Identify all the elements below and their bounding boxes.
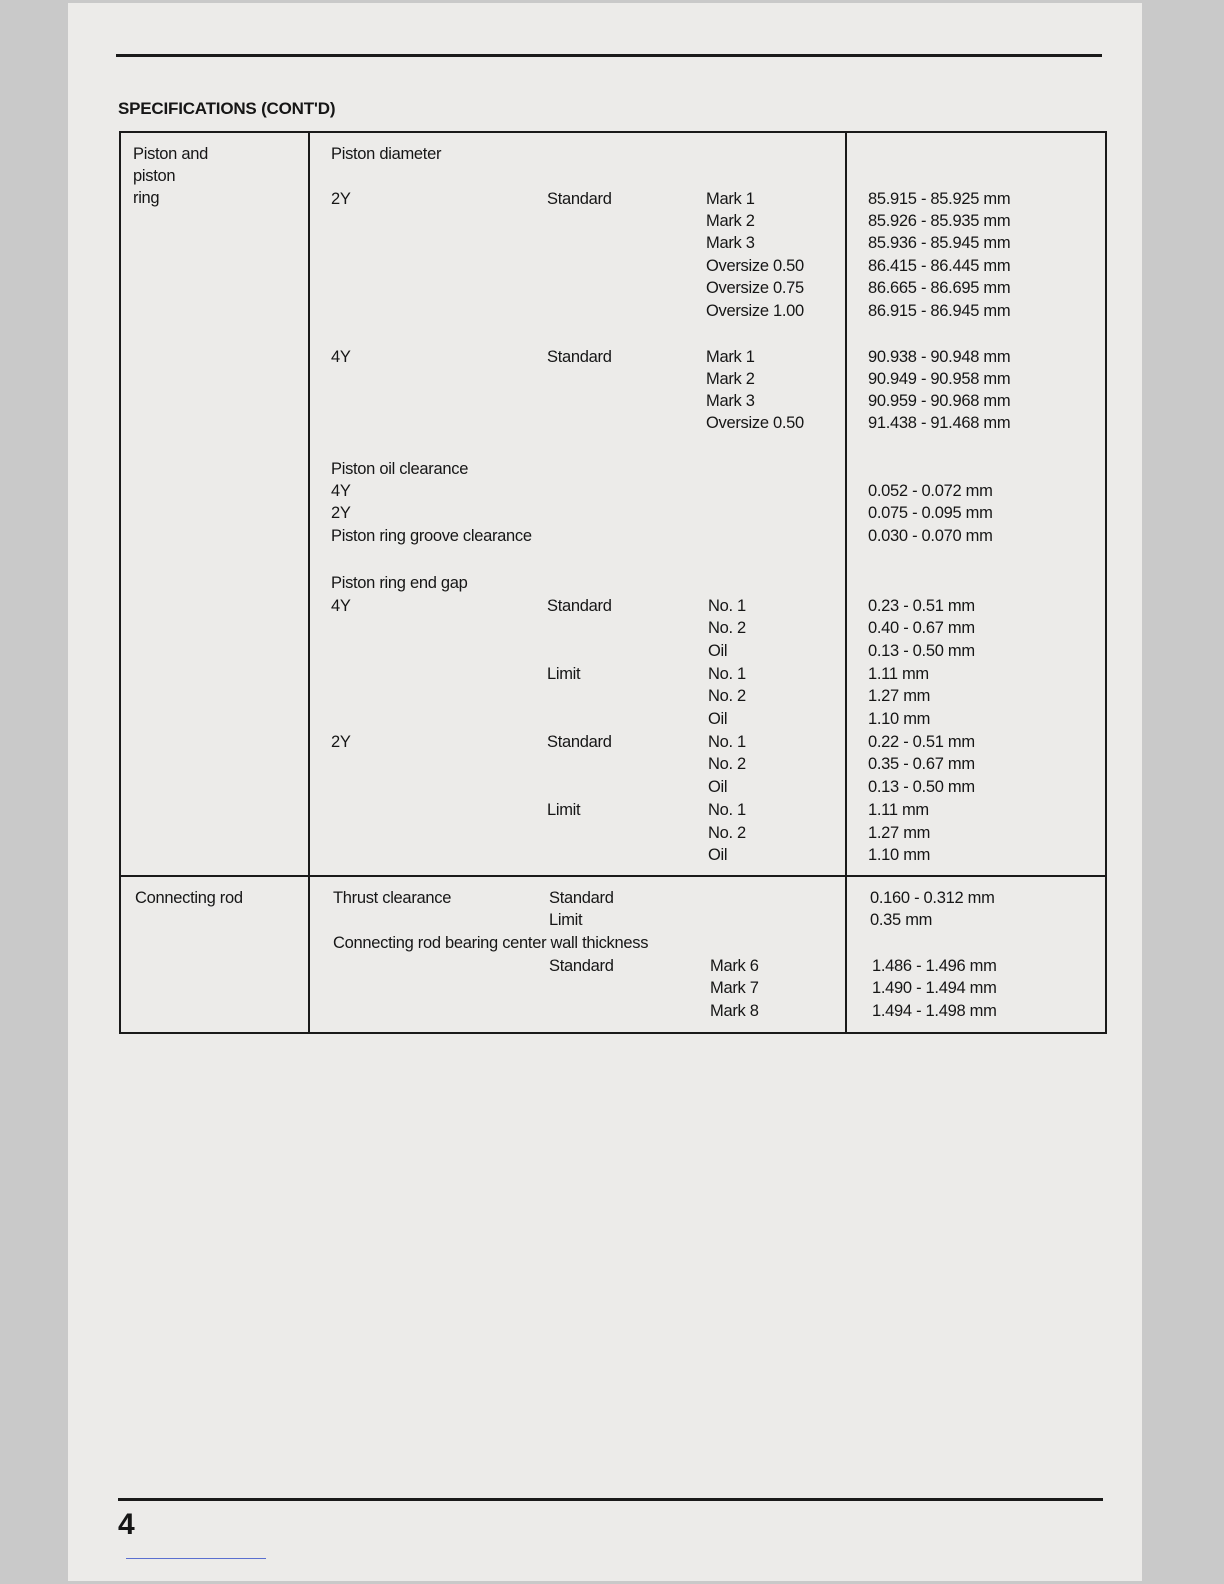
spec-value: 86.415 - 86.445 mm (868, 257, 1011, 275)
ring-label: No. 2 (708, 619, 746, 637)
mark-label: Mark 7 (710, 979, 759, 997)
spec-value: 86.915 - 86.945 mm (868, 302, 1011, 320)
grade-label: Limit (547, 665, 581, 683)
grade-label: Standard (547, 190, 612, 208)
spec-value: 90.949 - 90.958 mm (868, 370, 1011, 388)
spec-value: 0.052 - 0.072 mm (868, 482, 993, 500)
mark-label: Mark 1 (706, 348, 755, 366)
grade-label: Standard (547, 597, 612, 615)
spec-value: 90.938 - 90.948 mm (868, 348, 1011, 366)
table-divider-col2 (845, 131, 847, 1032)
spec-value: 0.13 - 0.50 mm (868, 778, 975, 796)
spec-value: 85.926 - 85.935 mm (868, 212, 1011, 230)
spec-value: 85.915 - 85.925 mm (868, 190, 1011, 208)
spec-value: 1.490 - 1.494 mm (872, 979, 997, 997)
mark-label: Oversize 0.50 (706, 414, 804, 432)
engine-label: 4Y (331, 482, 351, 500)
grade-label: Standard (547, 733, 612, 751)
mark-label: Mark 3 (706, 392, 755, 410)
ring-label: Oil (708, 778, 728, 796)
ring-label: No. 1 (708, 597, 746, 615)
spec-value: 0.23 - 0.51 mm (868, 597, 975, 615)
spec-value: 90.959 - 90.968 mm (868, 392, 1011, 410)
table-row-divider (119, 875, 1105, 877)
component-label: Connecting rod (135, 889, 243, 907)
footer-underline (126, 1558, 266, 1559)
page-heading: SPECIFICATIONS (CONT'D) (118, 99, 336, 118)
item-label: Piston ring end gap (331, 574, 468, 592)
spec-value: 85.936 - 85.945 mm (868, 234, 1011, 252)
item-label: Piston diameter (331, 145, 442, 163)
spec-value: 0.160 - 0.312 mm (870, 889, 995, 907)
component-label: ring (133, 189, 160, 207)
spec-value: 1.494 - 1.498 mm (872, 1002, 997, 1020)
spec-value: 1.11 mm (868, 801, 929, 819)
spec-value: 0.13 - 0.50 mm (868, 642, 975, 660)
spec-value: 1.10 mm (868, 846, 931, 864)
spec-value: 0.030 - 0.070 mm (868, 527, 993, 545)
item-label: Thrust clearance (333, 889, 452, 907)
mark-label: Mark 3 (706, 234, 755, 252)
ring-label: No. 2 (708, 824, 746, 842)
mark-label: Oversize 1.00 (706, 302, 804, 320)
grade-label: Limit (547, 801, 581, 819)
item-label: Piston ring groove clearance (331, 527, 532, 545)
grade-label: Limit (549, 911, 583, 929)
spec-value: 1.27 mm (868, 824, 931, 842)
ring-label: Oil (708, 846, 728, 864)
ring-label: No. 2 (708, 687, 746, 705)
engine-label: 2Y (331, 733, 351, 751)
ring-label: No. 1 (708, 801, 746, 819)
item-label: Connecting rod bearing center wall thickness (333, 934, 649, 952)
spec-value: 0.22 - 0.51 mm (868, 733, 975, 751)
component-label: Piston and (133, 145, 208, 163)
mark-label: Mark 8 (710, 1002, 759, 1020)
mark-label: Oversize 0.50 (706, 257, 804, 275)
engine-label: 2Y (331, 504, 351, 522)
spec-value: 0.40 - 0.67 mm (868, 619, 975, 637)
mark-label: Mark 2 (706, 370, 755, 388)
mark-label: Oversize 0.75 (706, 279, 804, 297)
engine-label: 2Y (331, 190, 351, 208)
spec-value: 1.486 - 1.496 mm (872, 957, 997, 975)
engine-label: 4Y (331, 348, 351, 366)
ring-label: No. 1 (708, 733, 746, 751)
mark-label: Mark 1 (706, 190, 755, 208)
spec-value: 91.438 - 91.468 mm (868, 414, 1011, 432)
component-label: piston (133, 167, 176, 185)
page-number: 4 (118, 1508, 135, 1541)
grade-label: Standard (547, 348, 612, 366)
mark-label: Mark 6 (710, 957, 759, 975)
ring-label: No. 1 (708, 665, 746, 683)
table-divider-col1 (308, 131, 310, 1032)
top-rule (116, 54, 1102, 57)
spec-value: 0.35 mm (870, 911, 933, 929)
ring-label: Oil (708, 710, 728, 728)
spec-value: 86.665 - 86.695 mm (868, 279, 1011, 297)
mark-label: Mark 2 (706, 212, 755, 230)
spec-value: 1.11 mm (868, 665, 929, 683)
grade-label: Standard (549, 957, 614, 975)
bottom-rule (118, 1498, 1103, 1501)
grade-label: Standard (549, 889, 614, 907)
spec-value: 1.27 mm (868, 687, 931, 705)
spec-value: 0.075 - 0.095 mm (868, 504, 993, 522)
ring-label: Oil (708, 642, 728, 660)
spec-value: 1.10 mm (868, 710, 931, 728)
item-label: Piston oil clearance (331, 460, 469, 478)
engine-label: 4Y (331, 597, 351, 615)
ring-label: No. 2 (708, 755, 746, 773)
spec-value: 0.35 - 0.67 mm (868, 755, 975, 773)
